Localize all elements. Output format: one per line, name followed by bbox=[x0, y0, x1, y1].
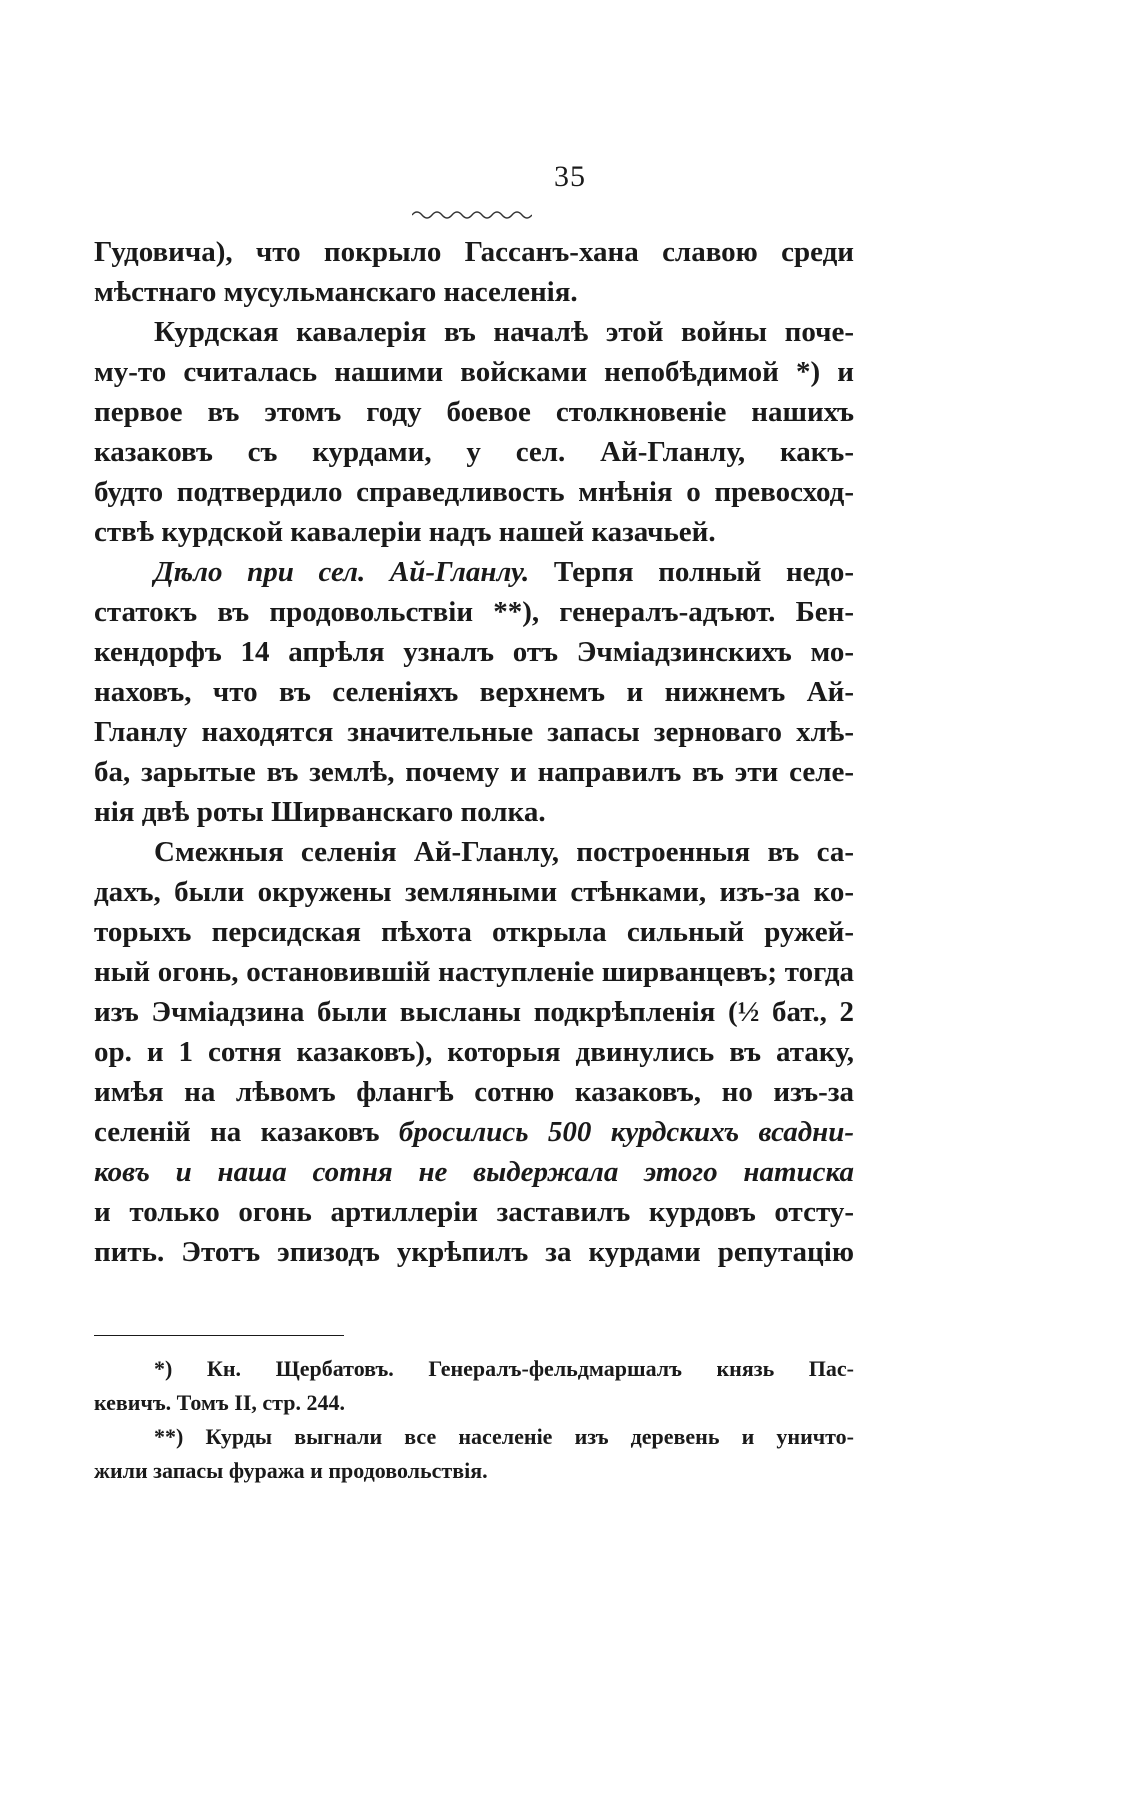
italic-run: бросились 500 курдскихъ всадни- bbox=[398, 1116, 854, 1148]
text-line: и только огонь артиллеріи заставилъ курдовъ отсту- bbox=[94, 1196, 854, 1228]
text-line: мѣстнаго мусульманскаго населенія. bbox=[94, 276, 578, 308]
text-line: нія двѣ роты Ширванскаго полка. bbox=[94, 796, 546, 828]
text-line: ный огонь, остановившій наступленіе ширванцевъ; тогда bbox=[94, 956, 854, 988]
text-line: статокъ въ продовольствіи **), генералъ-адъют. Бен- bbox=[94, 596, 854, 628]
section-heading: Дѣло при сел. Ай-Гланлу. bbox=[154, 556, 530, 588]
text-line: наховъ, что въ селеніяхъ верхнемъ и нижнемъ Ай- bbox=[94, 676, 854, 708]
footnote-line: жили запасы фуража и продовольствія. bbox=[94, 1458, 488, 1483]
text-line: Гудовича), что покрыло Гассанъ-хана славою среди bbox=[94, 236, 854, 268]
text-line: казаковъ съ курдами, у сел. Ай-Гланлу, какъ- bbox=[94, 436, 854, 468]
text-run: селеній на казаковъ bbox=[94, 1116, 399, 1148]
footnote-line: *) Кн. Щербатовъ. Генералъ-фельдмаршалъ князь Пас- bbox=[154, 1356, 854, 1381]
text-line: ствѣ курдской кавалеріи надъ нашей казачьей. bbox=[94, 516, 716, 548]
text-line: первое въ этомъ году боевое столкновеніе нашихъ bbox=[94, 396, 854, 428]
text-line: Курдская кавалерія въ началѣ этой войны поче- bbox=[154, 316, 854, 348]
section-heading-line bbox=[94, 552, 854, 592]
footnote-divider bbox=[94, 1335, 344, 1336]
italic-text-line: ковъ и наша сотня не выдержала этого натиска bbox=[94, 1156, 854, 1188]
text-line: пить. Этотъ эпизодъ укрѣпилъ за курдами репутацію bbox=[94, 1236, 854, 1268]
footnote-line: **) Курды выгнали все населеніе изъ деревень и уничто- bbox=[154, 1424, 854, 1449]
text-line: ор. и 1 сотня казаковъ), которыя двинулись въ атаку, bbox=[94, 1036, 854, 1068]
footnote-line: кевичъ. Томъ II, стр. 244. bbox=[94, 1390, 345, 1415]
text-run: Терпя полный недо- bbox=[529, 556, 854, 588]
text-line: кендорфъ 14 апрѣля узналъ отъ Эчміадзинскихъ мо- bbox=[94, 636, 854, 668]
text-line: Смежныя селенія Ай-Гланлу, построенныя въ са- bbox=[154, 836, 854, 868]
text-line: изъ Эчміадзина были высланы подкрѣпленія (½ бат., 2 bbox=[94, 996, 854, 1028]
body-text bbox=[94, 232, 854, 1272]
page-number: 35 bbox=[554, 160, 586, 193]
text-line: имѣя на лѣвомъ флангѣ сотню казаковъ, но изъ-за bbox=[94, 1076, 854, 1108]
text-line: торыхъ персидская пѣхота открыла сильный ружей- bbox=[94, 916, 854, 948]
text-line: му-то считалась нашими войсками непобѣдимой *) и bbox=[94, 356, 854, 388]
text-line: Гланлу находятся значительные запасы зерноваго хлѣ- bbox=[94, 716, 854, 748]
footnotes bbox=[94, 1352, 854, 1488]
ornament-divider bbox=[412, 207, 532, 219]
text-line: будто подтвердило справедливость мнѣнія о превосход- bbox=[94, 476, 854, 508]
mixed-text-line bbox=[94, 1112, 854, 1152]
text-line: дахъ, были окружены земляными стѣнками, изъ-за ко- bbox=[94, 876, 854, 908]
text-line: ба, зарытые въ землѣ, почему и направилъ въ эти селе- bbox=[94, 756, 854, 788]
